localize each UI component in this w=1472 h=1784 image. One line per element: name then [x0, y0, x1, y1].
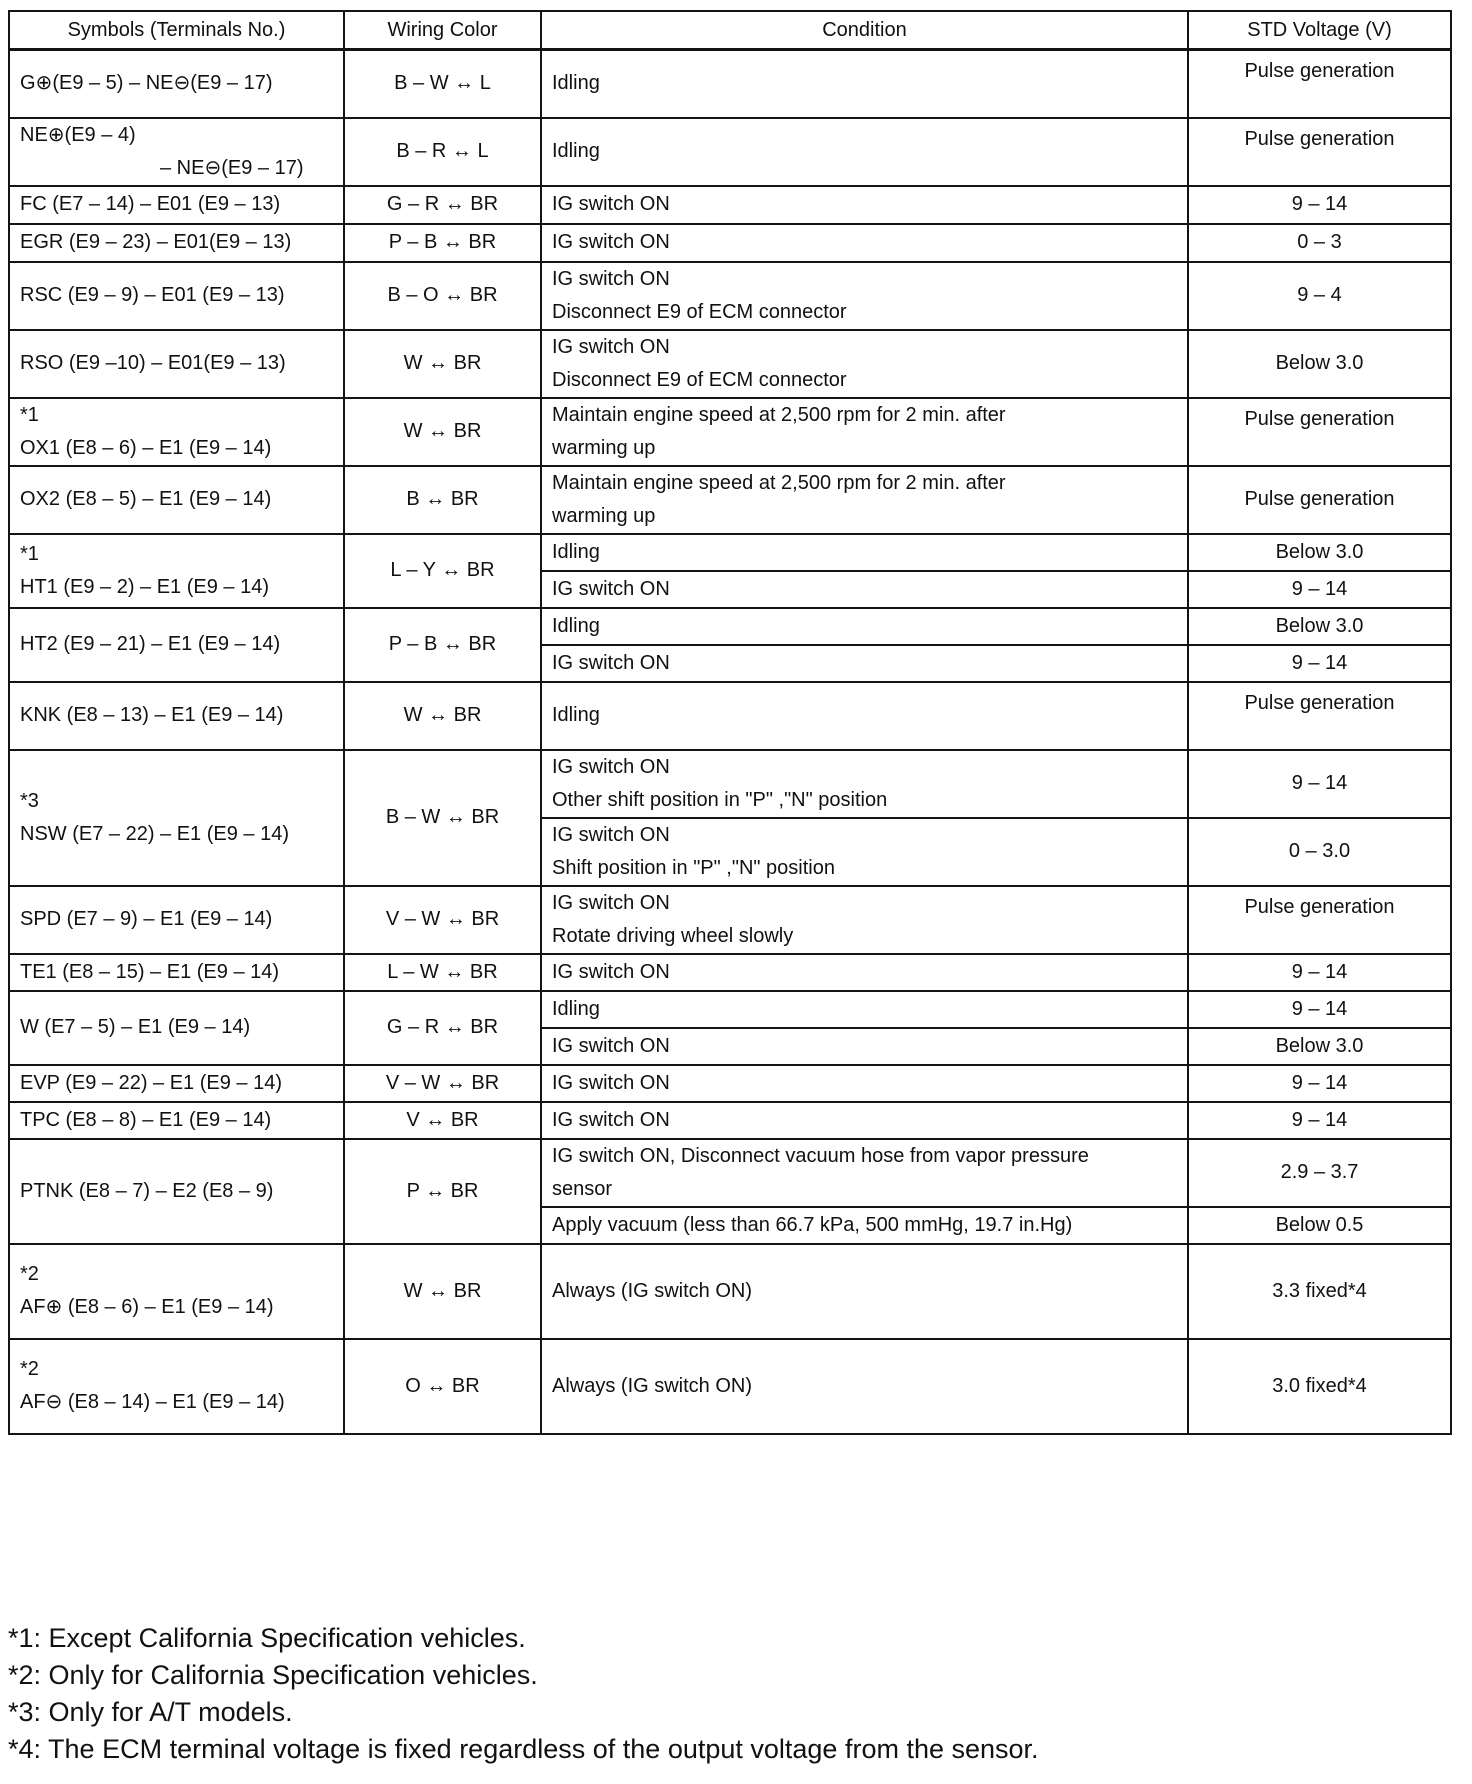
table-row — [9, 398, 1451, 466]
symbol-cell: EVP (E9 – 22) – E1 (E9 – 14) — [9, 1065, 344, 1102]
footnote: *1: Except California Specification vehicles. — [8, 1623, 526, 1653]
wiring-color-cell: V – W ↔ BR — [344, 1065, 541, 1102]
condition-line: IG switch ON — [552, 267, 670, 290]
voltage-cell: 9 – 14 — [1188, 1102, 1451, 1139]
table-row — [9, 262, 1451, 330]
condition-cell: Idling — [541, 118, 1188, 186]
voltage-cell: 9 – 14 — [1188, 954, 1451, 991]
footnote: *4: The ECM terminal voltage is fixed regardless of the output voltage from the sensor. — [8, 1734, 1039, 1764]
condition-line: IG switch ON, Disconnect vacuum hose from vapor pressure — [552, 1144, 1089, 1167]
table-row — [9, 682, 1451, 750]
voltage-cell: 0 – 3.0 — [1188, 818, 1451, 886]
table-row — [9, 50, 1451, 118]
condition-cell: IG switch ON — [541, 1028, 1188, 1065]
voltage-cell: Pulse generation — [1188, 398, 1451, 466]
table-row — [9, 534, 1451, 571]
header-condition: Condition — [541, 11, 1188, 50]
footnotes — [8, 1620, 1458, 1768]
header-wiring-color: Wiring Color — [344, 11, 541, 50]
wiring-color-cell: W ↔ BR — [344, 1244, 541, 1339]
symbol-line: AF⊕ (E8 – 6) – E1 (E9 – 14) — [20, 1296, 274, 1318]
condition-cell — [541, 398, 1188, 466]
wiring-color-cell: B – W ↔ L — [344, 50, 541, 118]
condition-line: Other shift position in "P" ,"N" position — [552, 788, 888, 811]
wiring-color-cell: V ↔ BR — [344, 1102, 541, 1139]
voltage-cell: Pulse generation — [1188, 682, 1451, 750]
table-row — [9, 750, 1451, 818]
wiring-color-cell: L – W ↔ BR — [344, 954, 541, 991]
voltage-cell: Pulse generation — [1188, 886, 1451, 954]
symbol-line: AF⊖ (E8 – 14) – E1 (E9 – 14) — [20, 1391, 285, 1413]
symbol-line: – NE⊖(E9 – 17) — [160, 156, 304, 179]
condition-cell — [541, 818, 1188, 886]
symbol-line: NE⊕(E9 – 4) — [20, 123, 136, 146]
condition-cell: IG switch ON — [541, 645, 1188, 682]
condition-cell: Idling — [541, 991, 1188, 1028]
condition-cell: Apply vacuum (less than 66.7 kPa, 500 mmHg, 19.7 in.Hg) — [541, 1207, 1188, 1244]
footnote-marker: *2 — [20, 1263, 39, 1285]
table-row — [9, 608, 1451, 645]
wiring-color-cell: G – R ↔ BR — [344, 186, 541, 224]
condition-cell: IG switch ON — [541, 224, 1188, 262]
condition-line: Maintain engine speed at 2,500 rpm for 2 min. after — [552, 471, 1006, 494]
condition-cell — [541, 886, 1188, 954]
voltage-cell: 3.0 fixed*4 — [1188, 1339, 1451, 1434]
table-row — [9, 186, 1451, 224]
table-row — [9, 118, 1451, 186]
symbol-cell: PTNK (E8 – 7) – E2 (E8 – 9) — [9, 1139, 344, 1244]
condition-line: IG switch ON — [552, 891, 670, 914]
symbol-line: NSW (E7 – 22) – E1 (E9 – 14) — [20, 822, 290, 845]
footnote: *3: Only for A/T models. — [8, 1697, 293, 1727]
footnote-marker: *1 — [20, 403, 39, 426]
symbol-cell: TPC (E8 – 8) – E1 (E9 – 14) — [9, 1102, 344, 1139]
condition-cell: IG switch ON — [541, 186, 1188, 224]
voltage-cell: 9 – 4 — [1188, 262, 1451, 330]
condition-cell: IG switch ON — [541, 571, 1188, 608]
wiring-color-cell: B – R ↔ L — [344, 118, 541, 186]
symbol-cell: RSO (E9 –10) – E01(E9 – 13) — [9, 330, 344, 398]
voltage-cell: 9 – 14 — [1188, 750, 1451, 818]
condition-line: Disconnect E9 of ECM connector — [552, 300, 847, 323]
voltage-cell: Pulse generation — [1188, 118, 1451, 186]
symbol-cell: OX2 (E8 – 5) – E1 (E9 – 14) — [9, 466, 344, 534]
table-row — [9, 466, 1451, 534]
voltage-cell: 3.3 fixed*4 — [1188, 1244, 1451, 1339]
table-row — [9, 886, 1451, 954]
voltage-cell: 9 – 14 — [1188, 1065, 1451, 1102]
condition-line: IG switch ON — [552, 823, 670, 846]
voltage-cell: Below 3.0 — [1188, 330, 1451, 398]
symbol-cell: TE1 (E8 – 15) – E1 (E9 – 14) — [9, 954, 344, 991]
voltage-cell: Pulse generation — [1188, 466, 1451, 534]
symbol-cell — [9, 1244, 344, 1339]
wiring-color-cell: P – B ↔ BR — [344, 224, 541, 262]
condition-cell: Idling — [541, 534, 1188, 571]
voltage-cell: 0 – 3 — [1188, 224, 1451, 262]
footnote: *2: Only for California Specification vehicles. — [8, 1660, 538, 1690]
wiring-color-cell: L – Y ↔ BR — [344, 534, 541, 608]
condition-cell: Always (IG switch ON) — [541, 1244, 1188, 1339]
voltage-cell: 9 – 14 — [1188, 991, 1451, 1028]
symbol-cell: RSC (E9 – 9) – E01 (E9 – 13) — [9, 262, 344, 330]
wiring-color-cell: W ↔ BR — [344, 682, 541, 750]
table-row — [9, 1339, 1451, 1434]
voltage-cell: 9 – 14 — [1188, 645, 1451, 682]
footnote-marker: *2 — [20, 1358, 39, 1380]
condition-line: IG switch ON — [552, 755, 670, 778]
wiring-color-cell: V – W ↔ BR — [344, 886, 541, 954]
wiring-color-cell: B – W ↔ BR — [344, 750, 541, 886]
symbol-cell: W (E7 – 5) – E1 (E9 – 14) — [9, 991, 344, 1065]
table-row — [9, 330, 1451, 398]
condition-line: Disconnect E9 of ECM connector — [552, 368, 847, 391]
symbol-cell — [9, 750, 344, 886]
symbol-cell — [9, 1339, 344, 1434]
condition-cell — [541, 262, 1188, 330]
wiring-color-cell: B – O ↔ BR — [344, 262, 541, 330]
symbol-cell: FC (E7 – 14) – E01 (E9 – 13) — [9, 186, 344, 224]
symbol-line: OX1 (E8 – 6) – E1 (E9 – 14) — [20, 436, 272, 459]
wiring-color-cell: W ↔ BR — [344, 330, 541, 398]
condition-cell: IG switch ON — [541, 1065, 1188, 1102]
ecm-terminal-voltage-table — [8, 10, 1452, 1435]
wiring-color-cell: G – R ↔ BR — [344, 991, 541, 1065]
condition-line: IG switch ON — [552, 335, 670, 358]
condition-cell — [541, 750, 1188, 818]
condition-cell — [541, 330, 1188, 398]
header-symbols: Symbols (Terminals No.) — [9, 11, 344, 50]
voltage-cell: Pulse generation — [1188, 50, 1451, 118]
table-row — [9, 1065, 1451, 1102]
symbol-cell: EGR (E9 – 23) – E01(E9 – 13) — [9, 224, 344, 262]
condition-line: warming up — [552, 504, 656, 527]
symbol-cell: SPD (E7 – 9) – E1 (E9 – 14) — [9, 886, 344, 954]
table-row — [9, 1139, 1451, 1207]
table-row — [9, 954, 1451, 991]
wiring-color-cell: O ↔ BR — [344, 1339, 541, 1434]
condition-cell: IG switch ON — [541, 1102, 1188, 1139]
condition-cell — [541, 466, 1188, 534]
symbol-cell: G⊕(E9 – 5) – NE⊖(E9 – 17) — [9, 50, 344, 118]
condition-line: sensor — [552, 1177, 613, 1200]
table-header-row — [9, 11, 1451, 50]
footnote-marker: *1 — [20, 542, 39, 565]
wiring-color-cell: B ↔ BR — [344, 466, 541, 534]
wiring-color-cell: W ↔ BR — [344, 398, 541, 466]
condition-cell — [541, 1139, 1188, 1207]
voltage-cell: 2.9 – 3.7 — [1188, 1139, 1451, 1207]
condition-cell: Always (IG switch ON) — [541, 1339, 1188, 1434]
voltage-cell: Below 3.0 — [1188, 608, 1451, 645]
symbol-cell: HT2 (E9 – 21) – E1 (E9 – 14) — [9, 608, 344, 682]
voltage-cell: Below 0.5 — [1188, 1207, 1451, 1244]
table-row — [9, 224, 1451, 262]
symbol-cell — [9, 398, 344, 466]
condition-cell: Idling — [541, 608, 1188, 645]
symbol-cell: KNK (E8 – 13) – E1 (E9 – 14) — [9, 682, 344, 750]
table-row — [9, 1102, 1451, 1139]
symbol-line: HT1 (E9 – 2) – E1 (E9 – 14) — [20, 575, 270, 598]
voltage-cell: 9 – 14 — [1188, 186, 1451, 224]
condition-cell: Idling — [541, 50, 1188, 118]
voltage-cell: Below 3.0 — [1188, 1028, 1451, 1065]
condition-cell: IG switch ON — [541, 954, 1188, 991]
wiring-color-cell: P ↔ BR — [344, 1139, 541, 1244]
condition-line: Shift position in "P" ,"N" position — [552, 856, 835, 879]
symbol-cell — [9, 118, 344, 186]
table-row — [9, 1244, 1451, 1339]
condition-line: warming up — [552, 436, 656, 459]
condition-line: Rotate driving wheel slowly — [552, 924, 794, 947]
footnote-marker: *3 — [20, 789, 39, 812]
voltage-cell: 9 – 14 — [1188, 571, 1451, 608]
header-std-voltage: STD Voltage (V) — [1188, 11, 1451, 50]
voltage-cell: Below 3.0 — [1188, 534, 1451, 571]
condition-cell: Idling — [541, 682, 1188, 750]
symbol-cell — [9, 534, 344, 608]
wiring-color-cell: P – B ↔ BR — [344, 608, 541, 682]
table-row — [9, 991, 1451, 1028]
condition-line: Maintain engine speed at 2,500 rpm for 2 min. after — [552, 403, 1006, 426]
